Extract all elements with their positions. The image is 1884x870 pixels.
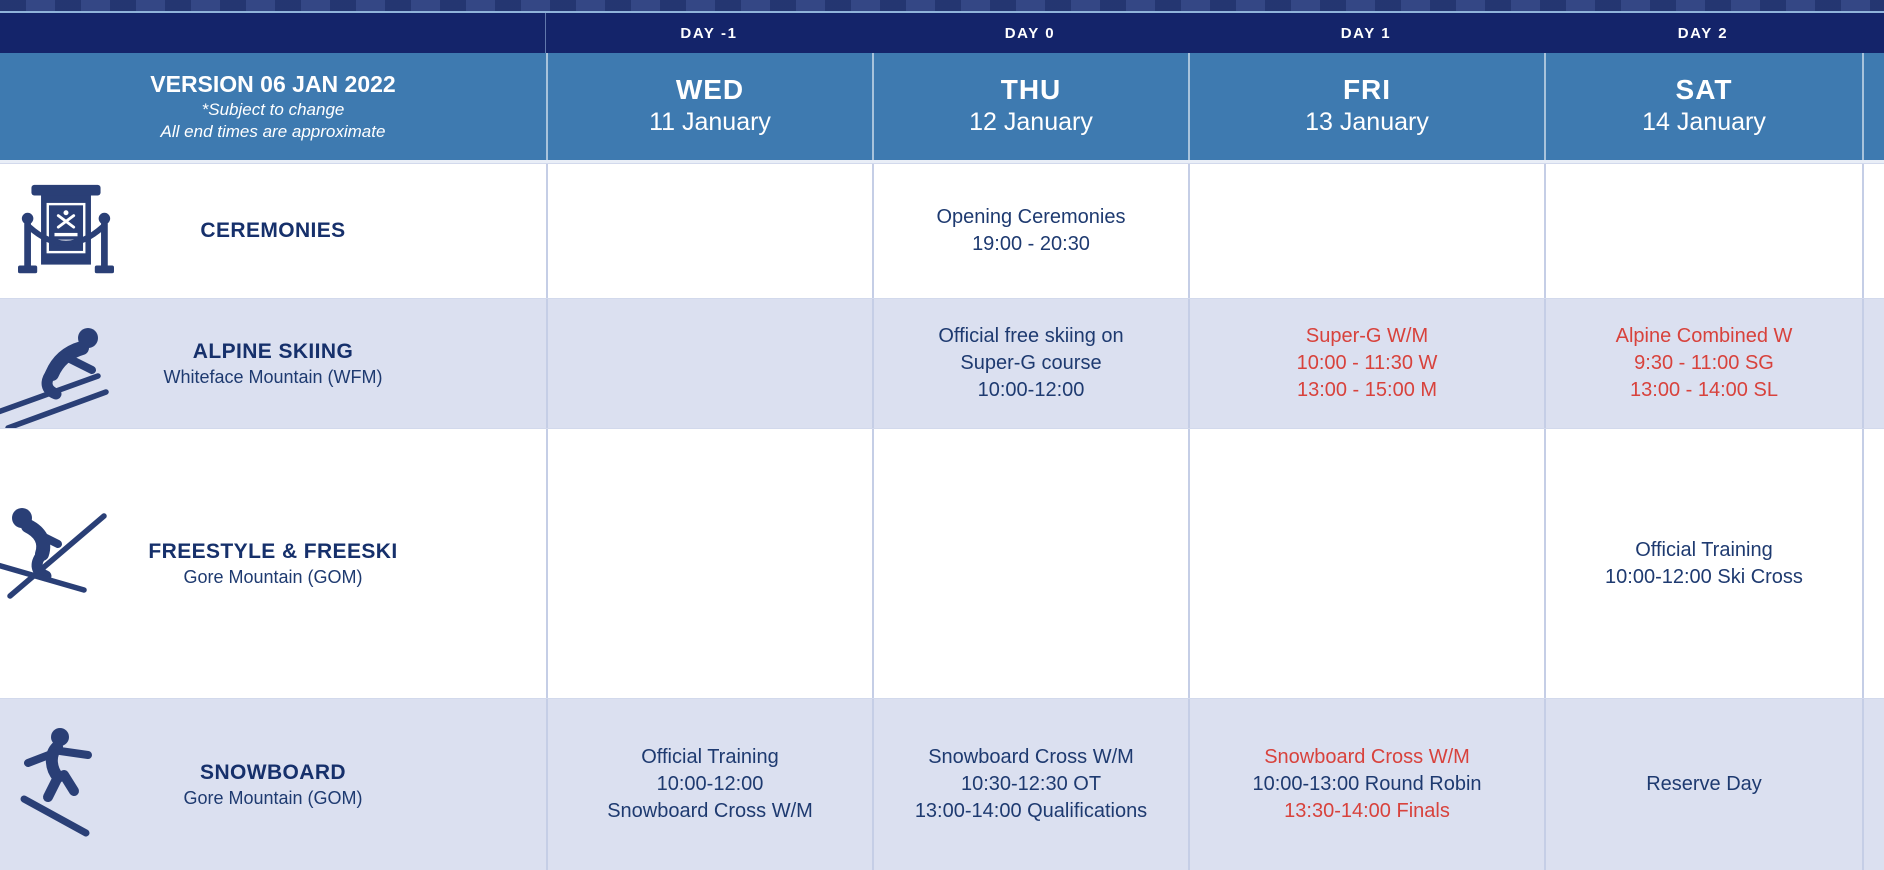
event-line: Official free skiing on	[938, 325, 1124, 348]
date-label: 12 January	[969, 108, 1093, 137]
cell-alpine-wed	[546, 299, 872, 428]
date-header-row	[0, 53, 1884, 163]
cell-alpine-partial	[1862, 299, 1884, 428]
cell-freestyle-sat	[1544, 429, 1862, 698]
venue-name: Gore Mountain (GOM)	[183, 788, 363, 808]
weekday-label: WED	[675, 73, 745, 105]
cell-snowboard-fri	[1188, 699, 1544, 870]
ceremonies-label-cell	[0, 164, 546, 298]
date-label: 11 January	[649, 108, 771, 137]
row-freestyle-freeski	[0, 428, 1884, 698]
event-line: 10:00-12:00 Ski Cross	[1605, 565, 1803, 588]
cell-ceremonies-fri	[1188, 164, 1544, 298]
version-info-cell	[0, 53, 546, 160]
event-line: Official Training	[641, 746, 779, 769]
cell-snowboard-partial	[1862, 699, 1884, 870]
event-line: Official Training	[1635, 538, 1773, 561]
weekday-label: THU	[1000, 73, 1062, 105]
date-header-wed	[546, 53, 872, 160]
cell-ceremonies-thu	[872, 164, 1188, 298]
cell-snowboard-thu	[872, 699, 1188, 870]
venue-name: Gore Mountain (GOM)	[183, 567, 363, 587]
event-line: Snowboard Cross W/M	[607, 799, 813, 822]
sport-name: FREESTYLE & FREESKI	[148, 539, 398, 563]
venue-name: Whiteface Mountain (WFM)	[163, 367, 383, 387]
date-header-sat	[1544, 53, 1862, 160]
row-snowboard	[0, 698, 1884, 870]
sport-name: CEREMONIES	[200, 219, 346, 243]
event-line: Super-G W/M	[1305, 325, 1429, 348]
cell-snowboard-sat	[1544, 699, 1862, 870]
event-line: Super-G course	[960, 352, 1102, 375]
day-label-0: DAY 0	[1004, 24, 1056, 42]
day-label-minus1: DAY -1	[680, 24, 738, 42]
event-line: 10:00 - 11:30 W	[1296, 352, 1438, 375]
cell-alpine-sat	[1544, 299, 1862, 428]
day-label-1: DAY 1	[1340, 24, 1392, 42]
date-label: 14 January	[1642, 108, 1766, 137]
event-line: 10:00-13:00 Round Robin	[1252, 773, 1482, 796]
row-ceremonies	[0, 163, 1884, 298]
version-note-1: *Subject to change	[201, 99, 345, 119]
version-note-2: All end times are approximate	[160, 121, 386, 141]
date-header-partial	[1862, 53, 1884, 160]
event-line: 10:30-12:30 OT	[960, 773, 1102, 796]
snowboard-label-cell	[0, 699, 546, 870]
event-line: Reserve Day	[1646, 773, 1762, 796]
event-line: 13:30-14:00 Finals	[1284, 799, 1450, 822]
cell-ceremonies-wed	[546, 164, 872, 298]
event-line: Opening Ceremonies	[936, 206, 1126, 229]
event-line: 9:30 - 11:00 SG	[1634, 352, 1774, 375]
cell-freestyle-wed	[546, 429, 872, 698]
day-label-2: DAY 2	[1677, 24, 1729, 42]
cell-ceremonies-partial	[1862, 164, 1884, 298]
sport-name: SNOWBOARD	[200, 760, 346, 784]
cell-snowboard-wed	[546, 699, 872, 870]
event-line: 10:00-12:00	[656, 773, 764, 796]
date-header-fri	[1188, 53, 1544, 160]
alpine-skier-icon	[0, 316, 122, 428]
date-header-thu	[872, 53, 1188, 160]
row-alpine-skiing	[0, 298, 1884, 428]
cell-ceremonies-sat	[1544, 164, 1862, 298]
event-line: 13:00 - 15:00 M	[1296, 378, 1438, 401]
cell-freestyle-fri	[1188, 429, 1544, 698]
cell-freestyle-thu	[872, 429, 1188, 698]
snowboarder-icon	[14, 723, 106, 847]
day-bar-partial	[1862, 13, 1884, 53]
alpine-label-cell	[0, 299, 546, 428]
event-line: 19:00 - 20:30	[972, 233, 1090, 255]
event-line: 10:00-12:00	[977, 378, 1085, 401]
event-line: Snowboard Cross W/M	[1264, 746, 1470, 769]
event-line: Snowboard Cross W/M	[928, 746, 1134, 769]
version-title: VERSION 06 JAN 2022	[150, 71, 396, 98]
freestyle-skier-icon	[0, 486, 110, 614]
event-line: 13:00 - 14:00 SL	[1630, 378, 1778, 401]
cell-alpine-thu	[872, 299, 1188, 428]
freestyle-label-cell	[0, 429, 546, 698]
event-line: Alpine Combined W	[1615, 325, 1793, 348]
ceremony-stage-icon	[18, 183, 114, 279]
day-number-bar	[0, 13, 1884, 53]
top-banner-strip	[0, 0, 1884, 13]
date-label: 13 January	[1305, 108, 1429, 137]
cell-freestyle-partial	[1862, 429, 1884, 698]
day-bar-spacer	[0, 13, 546, 53]
weekday-label: SAT	[1675, 73, 1733, 105]
event-line: 13:00-14:00 Qualifications	[914, 799, 1148, 822]
weekday-label: FRI	[1342, 73, 1392, 105]
sport-name: ALPINE SKIING	[192, 339, 354, 363]
cell-alpine-fri	[1188, 299, 1544, 428]
